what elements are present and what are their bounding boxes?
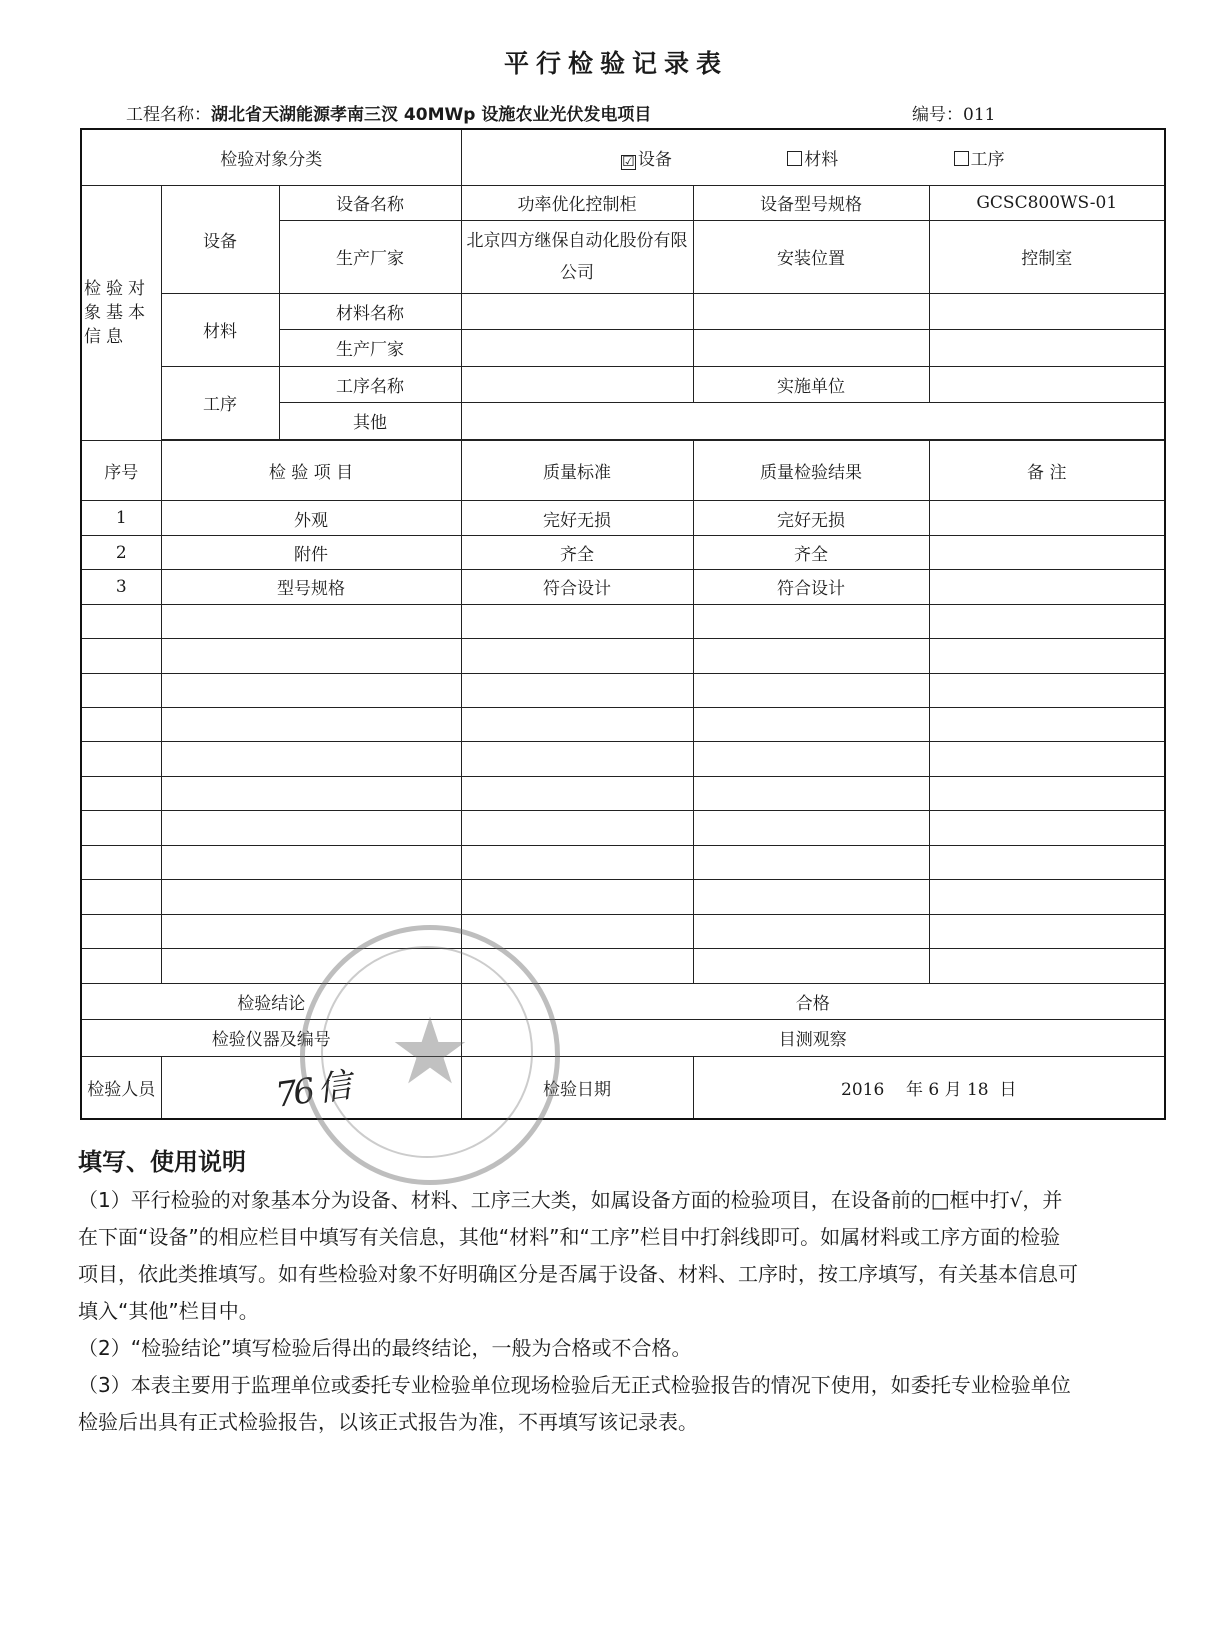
instructions-title: 填写、使用说明 bbox=[78, 1148, 246, 1176]
item-result bbox=[693, 742, 929, 776]
material-name bbox=[461, 293, 693, 329]
table-row bbox=[81, 604, 1165, 638]
equipment-label: 设备 bbox=[161, 186, 279, 293]
item-result bbox=[693, 914, 929, 948]
inspector-label: 检验人员 bbox=[81, 1056, 161, 1119]
item-standard bbox=[461, 604, 693, 638]
item-name bbox=[161, 811, 461, 845]
instructions-body bbox=[78, 1182, 1078, 1441]
item-standard: 完好无损 bbox=[461, 501, 693, 535]
item-standard bbox=[461, 742, 693, 776]
date-label: 检验日期 bbox=[461, 1056, 693, 1119]
equipment-name: 功率优化控制柜 bbox=[461, 186, 693, 220]
header-result: 质量检验结果 bbox=[693, 440, 929, 501]
item-result bbox=[693, 880, 929, 914]
item-standard bbox=[461, 811, 693, 845]
item-name bbox=[161, 604, 461, 638]
table-row bbox=[81, 742, 1165, 776]
item-standard bbox=[461, 776, 693, 810]
category-label: 检验对象分类 bbox=[81, 129, 461, 186]
process-label: 工序 bbox=[161, 366, 279, 439]
item-remark bbox=[929, 604, 1165, 638]
instruction-paragraph: （2）“检验结论”填写检验后得出的最终结论，一般为合格或不合格。 bbox=[78, 1336, 692, 1360]
equipment-checkbox-icon[interactable]: ☑ bbox=[622, 154, 635, 171]
item-remark bbox=[929, 845, 1165, 879]
material-checkbox-icon[interactable] bbox=[787, 151, 802, 166]
instruction-paragraph: （1）平行检验的对象基本分为设备、材料、工序三大类，如属设备方面的检验项目，在设备前的□框中打√，并在下面“设备”的相应栏目中填写有关信息，其他“材料”和“工序”栏目中打斜线即可。如属材料或工序方面的检验项目，依此类推填写。如有些检验对象不好明确区分是否属于设备、材料、工序时，按工序填写，有关基本信息可填入“其他”栏目中。 bbox=[78, 1188, 1078, 1323]
item-remark bbox=[929, 776, 1165, 810]
item-name bbox=[161, 845, 461, 879]
item-standard bbox=[461, 708, 693, 742]
basic-info-label: 检验对象基本信息 bbox=[81, 186, 161, 440]
items-header-row bbox=[81, 440, 1165, 501]
category-row bbox=[81, 129, 1165, 186]
item-result: 完好无损 bbox=[693, 501, 929, 535]
item-remark bbox=[929, 501, 1165, 535]
conclusion-row bbox=[81, 983, 1165, 1019]
category-options bbox=[461, 129, 1165, 186]
equipment-maker: 北京四方继保自动化股份有限公司 bbox=[461, 220, 693, 293]
item-remark bbox=[929, 570, 1165, 604]
item-name: 型号规格 bbox=[161, 570, 461, 604]
item-no: 1 bbox=[81, 501, 161, 535]
header-remark: 备 注 bbox=[929, 440, 1165, 501]
conclusion-label: 检验结论 bbox=[81, 983, 461, 1019]
serial-value: 011 bbox=[963, 105, 996, 125]
equipment-model: GCSC800WS-01 bbox=[929, 186, 1165, 220]
instrument-label: 检验仪器及编号 bbox=[81, 1020, 461, 1056]
equipment-model-label: 设备型号规格 bbox=[693, 186, 929, 220]
equipment-location: 控制室 bbox=[929, 220, 1165, 293]
item-remark bbox=[929, 742, 1165, 776]
item-no bbox=[81, 845, 161, 879]
item-no: 2 bbox=[81, 535, 161, 569]
header-standard: 质量标准 bbox=[461, 440, 693, 501]
process-name bbox=[461, 366, 693, 402]
item-no bbox=[81, 949, 161, 984]
item-remark bbox=[929, 639, 1165, 673]
serial-label: 编号： bbox=[912, 105, 963, 125]
item-standard bbox=[461, 914, 693, 948]
item-name bbox=[161, 708, 461, 742]
conclusion-value: 合格 bbox=[461, 983, 1165, 1019]
item-no bbox=[81, 639, 161, 673]
process-checkbox-icon[interactable] bbox=[954, 151, 969, 166]
header-no: 序号 bbox=[81, 440, 161, 501]
item-no bbox=[81, 914, 161, 948]
table-row bbox=[81, 914, 1165, 948]
item-no: 3 bbox=[81, 570, 161, 604]
table-row bbox=[81, 708, 1165, 742]
category-option-process[interactable]: 工序 bbox=[954, 145, 1005, 170]
table-row bbox=[81, 880, 1165, 914]
item-result bbox=[693, 776, 929, 810]
project-line bbox=[126, 100, 651, 125]
item-standard bbox=[461, 845, 693, 879]
seal-star-icon: ★ bbox=[388, 998, 472, 1105]
item-result bbox=[693, 639, 929, 673]
item-remark bbox=[929, 880, 1165, 914]
item-no bbox=[81, 673, 161, 707]
table-row bbox=[81, 776, 1165, 810]
item-name bbox=[161, 880, 461, 914]
item-remark bbox=[929, 535, 1165, 569]
table-row bbox=[81, 949, 1165, 984]
item-name bbox=[161, 673, 461, 707]
material-maker bbox=[461, 330, 693, 366]
item-result bbox=[693, 811, 929, 845]
table-row bbox=[81, 845, 1165, 879]
form-title: 平行检验记录表 bbox=[503, 49, 728, 78]
item-result bbox=[693, 604, 929, 638]
item-name: 附件 bbox=[161, 535, 461, 569]
instrument-row bbox=[81, 1020, 1165, 1056]
items-body bbox=[81, 501, 1165, 983]
item-standard bbox=[461, 949, 693, 984]
item-no bbox=[81, 708, 161, 742]
inspector-row bbox=[81, 1056, 1165, 1119]
material-name-label: 材料名称 bbox=[279, 293, 461, 329]
process-unit-label: 实施单位 bbox=[693, 366, 929, 402]
item-name bbox=[161, 914, 461, 948]
date-value: 2016 年 6 月 18 日 bbox=[693, 1056, 1165, 1119]
item-no bbox=[81, 776, 161, 810]
other-label: 其他 bbox=[279, 403, 461, 439]
instrument-value: 目测观察 bbox=[461, 1020, 1165, 1056]
item-standard: 符合设计 bbox=[461, 570, 693, 604]
item-standard bbox=[461, 880, 693, 914]
inspector-signature-cell bbox=[161, 1056, 461, 1119]
item-result: 符合设计 bbox=[693, 570, 929, 604]
table-row bbox=[81, 501, 1165, 535]
inspector-signature: 76 信 bbox=[273, 1065, 350, 1116]
item-remark bbox=[929, 673, 1165, 707]
instruction-paragraph: （3）本表主要用于监理单位或委托专业检验单位现场检验后无正式检验报告的情况下使用，如委托专业检验单位检验后出具有正式检验报告，以该正式报告为准，不再填写该记录表。 bbox=[78, 1373, 1071, 1434]
item-standard: 齐全 bbox=[461, 535, 693, 569]
equipment-location-label: 安装位置 bbox=[693, 220, 929, 293]
equipment-name-label: 设备名称 bbox=[279, 186, 461, 220]
header-item: 检 验 项 目 bbox=[161, 440, 461, 501]
project-name: 湖北省天湖能源孝南三汊 40MWp 设施农业光伏发电项目 bbox=[211, 105, 652, 125]
inspection-table bbox=[80, 128, 1166, 1120]
table-row bbox=[81, 673, 1165, 707]
item-remark bbox=[929, 811, 1165, 845]
item-no bbox=[81, 742, 161, 776]
material-label: 材料 bbox=[161, 293, 279, 366]
item-no bbox=[81, 604, 161, 638]
item-standard bbox=[461, 639, 693, 673]
table-row bbox=[81, 570, 1165, 604]
item-name bbox=[161, 639, 461, 673]
item-remark bbox=[929, 914, 1165, 948]
item-result bbox=[693, 708, 929, 742]
item-result bbox=[693, 845, 929, 879]
item-name bbox=[161, 776, 461, 810]
table-row bbox=[81, 811, 1165, 845]
item-result: 齐全 bbox=[693, 535, 929, 569]
item-name: 外观 bbox=[161, 501, 461, 535]
process-name-label: 工序名称 bbox=[279, 366, 461, 402]
process-unit bbox=[929, 366, 1165, 402]
item-name bbox=[161, 949, 461, 984]
project-label: 工程名称： bbox=[126, 105, 211, 125]
serial-line bbox=[912, 100, 995, 125]
item-standard bbox=[461, 673, 693, 707]
category-option-equipment[interactable]: ☑ 设备 bbox=[622, 150, 672, 171]
item-result bbox=[693, 673, 929, 707]
item-name bbox=[161, 742, 461, 776]
category-option-material[interactable]: 材料 bbox=[787, 145, 838, 170]
item-remark bbox=[929, 949, 1165, 984]
material-maker-label: 生产厂家 bbox=[279, 330, 461, 366]
equipment-maker-label: 生产厂家 bbox=[279, 220, 461, 293]
item-no bbox=[81, 880, 161, 914]
item-remark bbox=[929, 708, 1165, 742]
table-row bbox=[81, 535, 1165, 569]
table-row bbox=[81, 639, 1165, 673]
item-no bbox=[81, 811, 161, 845]
item-result bbox=[693, 949, 929, 984]
other-value bbox=[461, 403, 1165, 439]
